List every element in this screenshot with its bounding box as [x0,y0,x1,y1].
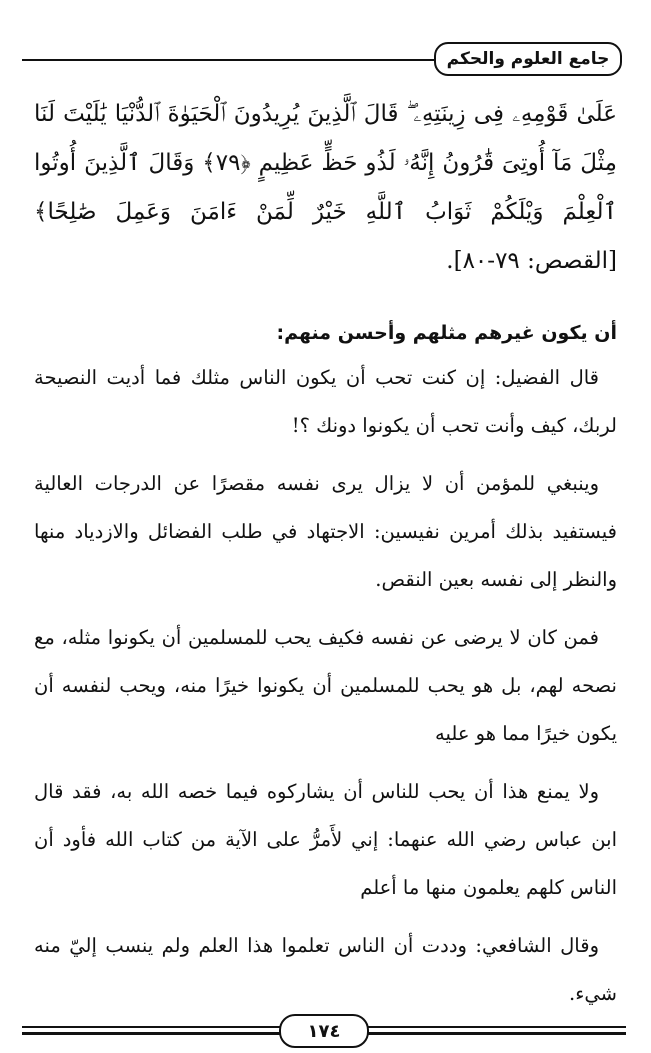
book-title: جامع العلوم والحكم [434,42,622,76]
paragraph-ibn-abbas: ولا يمنع هذا أن يحب للناس أن يشاركوه فيما خصه الله به، فقد قال ابن عباس رضي الله عنهما: إني لأَمرُّ على الآية من كتاب الله فأود أن الناس كلهم يعلمون منها ما أعلم [34,780,617,899]
quran-verse: عَلَىٰ قَوْمِهِۦ فِى زِينَتِهِۦ ۖ قَالَ ٱلَّذِينَ يُرِيدُونَ ٱلْحَيَوٰةَ ٱلدُّنْيَا يَٰلَيْتَ لَنَا مِثْلَ مَآ أُوتِىَ قَٰرُونُ إِنَّهُۥ لَذُو حَظٍّ عَظِيمٍ ﴿٧٩﴾ وَقَالَ ٱلَّذِينَ أُوتُوا ٱلْعِلْمَ وَيْلَكُمْ ثَوَابُ ٱللَّهِ خَيْرٌ لِّمَنْ ءَامَنَ وَعَمِلَ صَٰلِحًا﴾ [القصص: ٧٩-٨٠]. [34,101,617,274]
page-number: ١٧٤ [279,1014,369,1048]
page-body [34,90,617,1028]
paragraph-believer: وينبغي للمؤمن أن لا يزال يرى نفسه مقصرًا عن الدرجات العالية فيستفيد بذلك أمرين نفيسين: الاجتهاد في طلب الفضائل والازدياد منها والنظر إلى نفسه بعين النقص. [34,472,617,591]
running-header [22,38,622,74]
paragraph-self-content: فمن كان لا يرضى عن نفسه فكيف يحب للمسلمين أن يكونوا مثله، مع نصحه لهم، بل هو يحب للمسلمين أن يكونوا خيرًا منه، ويحب لنفسه أن يكون خيرًا مما هو عليه [34,626,617,745]
section-heading: أن يكون غيرهم مثلهم وأحسن منهم: [276,322,617,344]
paragraph-shafii: وقال الشافعي: وددت أن الناس تعلموا هذا العلم ولم ينسب إليّ منه شيء. [34,934,617,1005]
page-footer [22,1012,626,1046]
paragraph-fudayl: قال الفضيل: إن كنت تحب أن يكون الناس مثلك فما أديت النصيحة لربك، كيف وأنت تحب أن يكونوا دونك ؟! [34,366,617,437]
